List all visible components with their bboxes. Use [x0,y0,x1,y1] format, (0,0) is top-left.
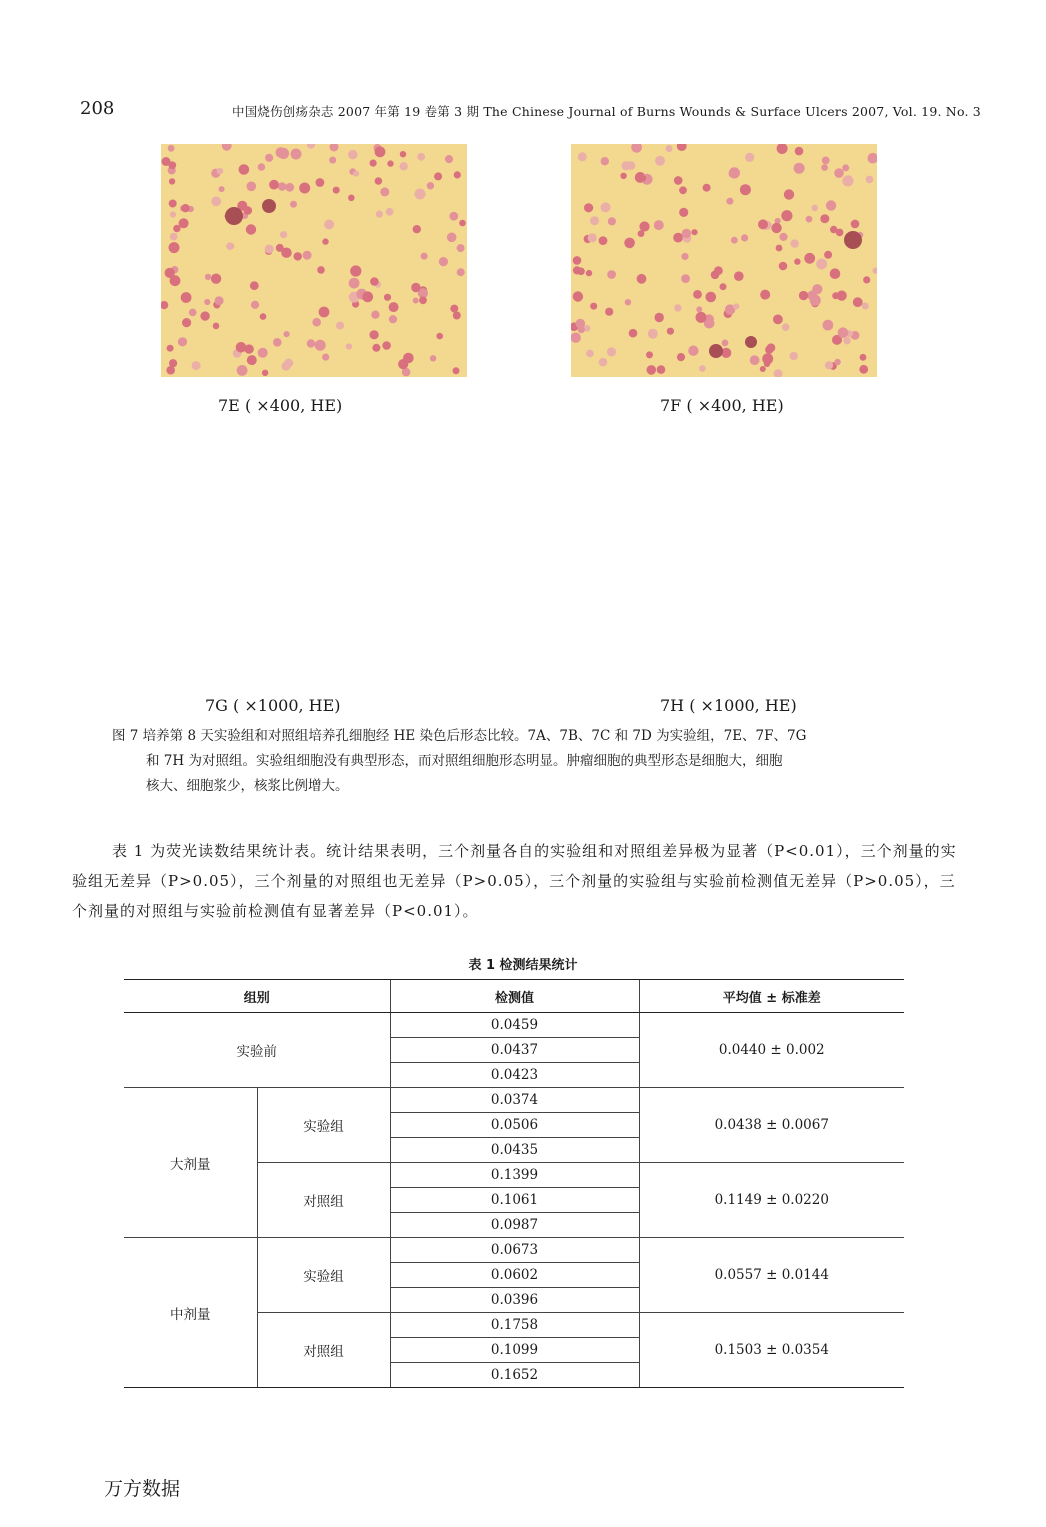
cell-mark [863,276,870,283]
cell-mark [387,160,393,166]
cell-mark [284,331,290,337]
cell-mark [667,328,674,335]
figure-label-7e: 7E ( ×400, HE) [218,396,343,415]
cell-mark [307,144,315,149]
cell-mark [372,344,380,352]
cell-mark [838,327,849,338]
cell-mark [303,251,312,260]
cell-mark [790,352,798,360]
cell-mark [843,337,850,344]
value-cell: 0.1399 [390,1163,639,1188]
cell-mark [578,152,587,161]
cell-mark [419,296,427,304]
cell-mark [280,231,287,238]
cell-mark [640,175,646,181]
cell-mark [251,301,259,309]
cell-mark [784,189,794,199]
cell-mark [453,367,460,374]
cell-mark [726,198,733,205]
cell-mark [389,302,399,312]
cell-mark [336,322,344,330]
figure-caption-line: 和 7H 为对照组。实验组细胞没有典型形态，而对照组细胞形态明显。肿瘤细胞的典型形态是细胞大，细胞 [146,753,783,769]
subgroup-high-exp: 实验组 [257,1088,390,1163]
cell-mark [445,155,453,163]
cell-mark [654,220,664,230]
cell-mark [655,156,665,166]
cell-mark [265,245,274,254]
cell-mark [400,162,408,170]
cell-mark [688,346,698,356]
cell-mark [375,177,383,185]
cell-mark [315,340,326,351]
cell-mark [586,350,594,358]
cell-mark [666,145,673,152]
cell-mark [648,329,658,339]
cell-mark [417,153,425,161]
cell-mark [825,361,833,369]
body-paragraph: 表 1 为荧光读数结果统计表。统计结果表明，三个剂量各自的实验组和对照组差异极为显著（P<0.01），三个剂量的实验组无差异（P>0.05），三个剂量的对照组也无差异（P>0.05），三个剂量的实验组与实验前检测值无差异（P>0.05），三个剂量的对照组与实验前检测值有显著差异（P<0.01）。 [72,842,957,920]
cell-mark [346,343,352,349]
cell-mark [411,283,420,292]
cell-mark [371,311,379,319]
cell-mark [384,294,391,301]
cell-mark [453,312,461,320]
cell-mark [250,281,259,290]
cell-mark [421,253,428,260]
cell-mark [765,346,773,354]
large-cell-mark [745,336,757,348]
cell-mark [590,216,599,225]
cell-mark [273,338,282,347]
cell-mark [781,210,792,221]
cell-mark [859,365,868,374]
cell-mark [681,274,690,283]
cell-mark [322,238,328,244]
cell-mark [853,297,863,307]
subgroup-high-ctl: 对照组 [257,1163,390,1238]
cell-mark [655,313,664,322]
cell-mark [213,323,220,330]
cell-mark [178,337,187,346]
value-cell: 0.0435 [390,1138,639,1163]
value-cell: 0.1061 [390,1188,639,1213]
cell-mark [413,225,421,233]
cell-mark [370,160,377,167]
running-head: 中国烧伤创疡杂志 2007 年第 19 卷第 3 期 The Chinese Journal of Burns Wounds & Surface Ulcers 2007, Vol. 19. No. 3 [232,104,981,119]
cell-mark [773,315,783,325]
large-cell-mark [262,199,276,213]
cell-mark [282,362,291,371]
cell-mark [449,212,458,221]
large-cell-mark [709,344,723,358]
cell-mark [258,348,268,358]
value-cell: 0.0374 [390,1088,639,1113]
cell-mark [776,245,783,252]
mean-cell: 0.1149 ± 0.0220 [639,1163,904,1238]
cell-mark [795,147,804,156]
cell-mark [679,186,687,194]
cell-mark [584,203,593,212]
cell-mark [608,217,616,225]
cell-mark [217,168,224,175]
table-title: 表 1 检测结果统计 [468,958,578,973]
cell-mark [821,164,828,171]
cell-mark [794,163,805,174]
figure-label-7g: 7G ( ×1000, HE) [205,696,341,715]
cell-mark [590,303,597,310]
cell-mark [350,265,361,276]
cell-mark [269,180,279,190]
cell-mark [348,150,358,160]
value-cell: 0.0673 [390,1238,639,1263]
cell-mark [691,229,697,235]
cell-mark [219,186,225,192]
cell-mark [330,144,339,152]
cell-mark [211,274,221,284]
cell-mark [779,233,787,241]
value-cell: 0.0459 [390,1013,639,1038]
group-high: 大剂量 [124,1088,257,1238]
cell-mark [779,262,788,271]
cell-mark [299,183,310,194]
cell-mark [319,307,330,318]
cell-mark [620,173,626,179]
cell-mark [168,145,175,152]
table-row [124,1238,904,1263]
cell-mark [703,184,711,192]
page-number: 208 [80,98,115,119]
cell-mark [720,283,727,290]
value-cell: 0.0602 [390,1263,639,1288]
cell-mark [673,233,683,243]
cell-mark [181,204,189,212]
cell-mark [415,189,426,200]
subgroup-mid-exp: 实验组 [257,1238,390,1313]
cell-mark [824,251,832,259]
cell-mark [226,242,234,250]
cell-mark [826,200,836,210]
cell-mark [348,195,355,202]
cell-mark [166,366,175,375]
header-mean: 平均值 ± 标准差 [639,980,904,1013]
cell-mark [851,220,860,229]
cell-mark [382,341,391,350]
cell-mark [696,306,702,312]
cell-mark [181,292,192,303]
cell-mark [804,253,815,264]
cell-mark [170,275,181,286]
cell-mark [605,308,613,316]
cell-mark [571,333,581,343]
cell-mark [317,266,325,274]
micrograph-7f [571,144,877,377]
cell-mark [799,291,808,300]
group-mid: 中剂量 [124,1238,257,1388]
cell-mark [758,219,768,229]
cell-mark [696,312,707,323]
figure-label-7h: 7H ( ×1000, HE) [660,696,797,715]
cell-mark [601,157,609,165]
cell-mark [362,291,373,302]
mean-cell: 0.0440 ± 0.002 [639,1013,904,1088]
cell-mark [329,157,336,164]
value-cell: 0.0423 [390,1063,639,1088]
cell-mark [733,303,739,309]
cell-mark [285,183,294,192]
cell-mark [646,351,653,358]
cell-mark [693,290,702,299]
cell-mark [823,320,834,331]
figure-label-7f: 7F ( ×400, HE) [660,396,784,415]
group-pre: 实验前 [124,1013,390,1088]
cell-mark [278,182,287,191]
cell-mark [866,176,874,184]
figure-caption [112,724,932,799]
cell-mark [376,211,383,218]
cell-mark [599,358,608,367]
cell-mark [677,353,685,361]
cell-mark [624,238,635,249]
cell-mark [239,164,250,175]
cell-mark [200,311,209,320]
cell-mark [842,175,853,186]
cell-mark [679,208,688,217]
cell-mark [794,258,800,264]
cell-mark [637,274,647,284]
mean-cell: 0.0438 ± 0.0067 [639,1088,904,1163]
cell-mark [265,154,273,162]
cell-mark [322,354,329,361]
cell-mark [750,355,760,365]
figure-caption-line: 核大、细胞浆少，核浆比例增大。 [146,778,349,794]
cell-mark [816,259,827,270]
header-value: 检测值 [390,980,639,1013]
cell-mark [740,184,751,195]
cell-mark [427,182,434,189]
cell-mark [607,347,616,356]
cell-mark [281,248,291,258]
table-row [124,1013,904,1038]
cell-mark [389,315,397,323]
cell-mark [211,196,221,206]
cell-mark [832,292,839,299]
cell-mark [677,144,687,151]
cell-mark [324,220,334,230]
cell-mark [625,299,631,305]
cell-mark [215,296,224,305]
cell-mark [573,291,583,301]
cell-mark [639,221,649,231]
cell-mark [222,144,232,151]
cell-mark [454,171,461,178]
table-row [124,1088,904,1113]
cell-mark [459,220,466,227]
cell-mark [173,225,180,232]
cell-mark [290,201,297,208]
cell-mark [820,214,829,223]
cell-mark [830,268,841,279]
cell-mark [192,361,201,370]
cell-mark [681,253,688,260]
wanfang-logo-text: 万方数据 [104,1478,181,1500]
cell-mark [842,164,849,171]
cell-mark [771,223,781,233]
cell-mark [774,369,783,377]
header-group: 组别 [124,980,390,1013]
cell-mark [873,267,878,273]
cell-mark [170,211,176,217]
cell-mark [260,313,267,320]
cell-mark [777,144,788,154]
cell-mark [353,171,359,177]
cell-mark [588,233,597,242]
cell-mark [862,303,869,310]
cell-mark [430,355,436,361]
cell-mark [204,299,210,305]
cell-mark [790,239,798,247]
cell-mark [699,365,706,372]
cell-mark [764,361,770,367]
cell-mark [457,244,465,252]
cell-mark [657,365,666,374]
cell-mark [246,224,256,234]
cell-mark [457,268,465,276]
cell-mark [162,157,171,166]
cell-mark [731,237,738,244]
large-cell-mark [225,207,243,225]
subgroup-mid-ctl: 对照组 [257,1313,390,1388]
cell-mark [834,168,844,178]
cell-mark [734,271,744,281]
cell-mark [627,161,636,170]
figure-caption-line: 图 7 培养第 8 天实验组和对照组培养孔细胞经 HE 染色后形态比较。7A、7B、7C 和 7D 为实验组，7E、7F、7G [112,728,807,744]
cell-mark [413,298,419,304]
value-cell: 0.1652 [390,1363,639,1388]
cell-mark [380,187,389,196]
cell-mark [276,147,286,157]
cell-mark [573,256,582,265]
cell-mark [806,216,813,223]
cell-mark [386,208,394,216]
cell-mark [706,292,717,303]
cell-mark [169,178,175,184]
cell-mark [439,257,448,266]
cell-mark [312,318,321,327]
cell-mark [450,305,458,313]
cell-mark [745,153,754,162]
cell-mark [258,163,266,171]
cell-mark [237,365,248,376]
value-cell: 0.0506 [390,1113,639,1138]
cell-mark [169,200,177,208]
cell-mark [836,229,844,237]
cell-mark [760,290,770,300]
cell-mark [161,301,168,309]
cell-mark [573,266,581,274]
cell-mark [170,233,178,241]
cell-mark [169,242,180,253]
cell-mark [316,178,325,187]
cell-mark [400,151,406,157]
value-cell: 0.0396 [390,1288,639,1313]
cell-mark [674,304,681,311]
large-cell-mark [844,231,862,249]
cell-mark [236,342,247,353]
cell-mark [822,157,830,165]
cell-mark [398,359,408,369]
cell-mark [629,329,638,338]
cell-mark [868,153,878,164]
cell-mark [601,202,611,212]
cell-mark [205,274,211,280]
cell-mark [247,355,257,365]
cell-mark [247,182,257,192]
cell-mark [782,323,790,331]
cell-mark [741,234,748,241]
cell-mark [189,309,197,317]
cell-mark [586,270,592,276]
table-header-row [124,980,904,1013]
cell-mark [760,366,766,372]
value-cell: 0.1099 [390,1338,639,1363]
cell-mark [291,149,302,160]
cell-mark [631,144,642,153]
cell-mark [294,252,302,260]
value-cell: 0.0987 [390,1213,639,1238]
cell-mark [722,340,729,347]
cell-mark [182,318,191,327]
cell-mark [578,326,585,333]
cell-mark [370,330,379,339]
cell-mark [711,271,720,280]
cell-mark [812,205,819,212]
cell-mark [674,176,683,185]
cell-mark [434,172,442,180]
micrograph-7e [161,144,467,377]
cell-mark [333,187,340,194]
results-table [124,979,904,1388]
mean-cell: 0.1503 ± 0.0354 [639,1313,904,1388]
cell-mark [262,370,268,376]
cell-mark [682,229,691,238]
cell-mark [307,339,315,347]
cell-mark [447,233,457,243]
cell-mark [599,236,608,245]
cell-mark [860,354,867,361]
value-cell: 0.0437 [390,1038,639,1063]
cell-mark [834,359,840,365]
cell-mark [729,167,740,178]
cell-mark [370,277,379,286]
cell-mark [349,278,360,289]
cell-mark [607,270,616,279]
cell-mark [436,333,443,340]
mean-cell: 0.0557 ± 0.0144 [639,1238,904,1313]
cell-mark [375,146,386,157]
cell-mark [167,345,174,352]
cell-mark [810,295,821,306]
value-cell: 0.1758 [390,1313,639,1338]
cell-mark [647,365,657,375]
